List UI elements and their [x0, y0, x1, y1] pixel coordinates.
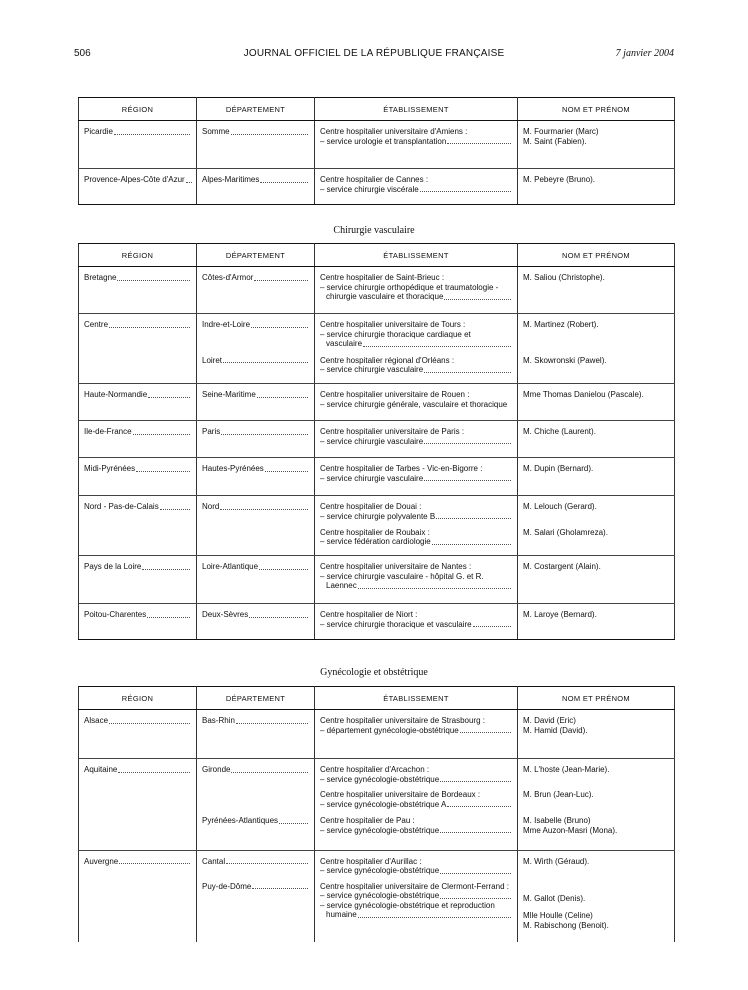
table-row	[79, 169, 675, 205]
nom-cell: M. Wirth (Géraud).	[518, 850, 675, 880]
nom-cell: M. Fourmarier (Marc) M. Saint (Fabien).	[518, 121, 675, 169]
departement-cell: Loiret	[202, 355, 223, 365]
region-cell: Midi-Pyrénées	[84, 464, 136, 473]
col-header-region: RÉGION	[79, 687, 197, 710]
departement-cell: Côtes-d'Armor	[202, 273, 254, 282]
etablissement-cell: Centre hospitalier de Saint-Brieuc : – service chirurgie orthopédique et traumatologie - chirurgie vasculaire et thoracique	[315, 267, 518, 314]
nom-cell: M. Brun (Jean-Luc).	[518, 788, 675, 814]
table-urology	[78, 97, 675, 205]
table-row	[79, 267, 675, 314]
table-row	[79, 458, 675, 496]
region-cell: Bretagne	[84, 273, 117, 282]
table-row	[79, 759, 675, 789]
nom-cell: M. Lelouch (Gerard).	[518, 496, 675, 526]
departement-cell: Seine-Maritime	[202, 390, 256, 399]
table-header-row	[79, 98, 675, 121]
nom-cell: M. Laroye (Bernard).	[518, 604, 675, 640]
page-number: 506	[74, 48, 91, 59]
col-header-nom: NOM ET PRÉNOM	[518, 244, 675, 267]
col-header-departement: DÉPARTEMENT	[197, 98, 315, 121]
etablissement-cell: Centre hospitalier régional d'Orléans : – service chirurgie vasculaire	[315, 354, 518, 384]
table-row	[79, 526, 675, 556]
col-header-etablissement: ÉTABLISSEMENT	[315, 98, 518, 121]
etablissement-cell: Centre hospitalier universitaire de Paris : – service chirurgie vasculaire	[315, 421, 518, 458]
col-header-departement: DÉPARTEMENT	[197, 687, 315, 710]
etablissement-cell: Centre hospitalier de Tarbes - Vic-en-Bigorre : – service chirurgie vasculaire	[315, 458, 518, 496]
departement-cell: Cantal	[202, 856, 226, 866]
publication-date: 7 janvier 2004	[615, 48, 674, 59]
departement-cell: Indre-et-Loire	[202, 320, 251, 329]
region-cell: Pays de la Loire	[84, 562, 142, 571]
col-header-etablissement: ÉTABLISSEMENT	[315, 244, 518, 267]
table-row	[79, 314, 675, 354]
table-header-row	[79, 244, 675, 267]
departement-cell: Hautes-Pyrénées	[202, 464, 264, 473]
table-row	[79, 880, 675, 942]
etablissement-cell: Centre hospitalier de Pau : – service gynécologie-obstétrique	[315, 814, 518, 850]
etablissement-cell: Centre hospitalier de Niort : – service chirurgie thoracique et vasculaire	[315, 604, 518, 640]
region-cell: Auvergne	[84, 856, 119, 866]
nom-cell: M. Chiche (Laurent).	[518, 421, 675, 458]
departement-cell: Bas-Rhin	[202, 716, 235, 725]
region-cell: Provence-Alpes-Côte d'Azur	[84, 175, 185, 184]
region-cell: Centre	[84, 320, 109, 329]
table-row	[79, 710, 675, 759]
nom-cell: M. Martinez (Robert).	[518, 314, 675, 354]
table-row	[79, 121, 675, 169]
departement-cell: Pyrénées-Atlantiques	[202, 816, 279, 825]
departement-cell: Deux-Sèvres	[202, 610, 249, 619]
table-row	[79, 788, 675, 814]
etablissement-cell: Centre hospitalier universitaire d'Amiens : – service urologie et transplantation	[315, 121, 518, 169]
etablissement-cell: Centre hospitalier universitaire de Nantes : – service chirurgie vasculaire - hôpital G. et R. Laennec	[315, 556, 518, 604]
etablissement-cell: Centre hospitalier de Douai : – service chirurgie polyvalente B	[315, 496, 518, 526]
departement-cell: Puy-de-Dôme	[202, 881, 252, 891]
table-row	[79, 850, 675, 880]
col-header-region: RÉGION	[79, 244, 197, 267]
table-row	[79, 384, 675, 421]
departement-cell: Paris	[202, 427, 221, 436]
departement-cell: Loire-Atlantique	[202, 562, 259, 571]
nom-cell: M. Saliou (Christophe).	[518, 267, 675, 314]
col-header-nom: NOM ET PRÉNOM	[518, 687, 675, 710]
etablissement-cell: Centre hospitalier universitaire de Rouen : – service chirurgie générale, vasculaire et thoracique	[315, 384, 518, 421]
etablissement-cell: Centre hospitalier universitaire de Strasbourg : – département gynécologie-obstétrique	[315, 710, 518, 759]
region-cell: Poitou-Charentes	[84, 610, 147, 619]
region-cell: Ile-de-France	[84, 427, 132, 436]
etablissement-cell: Centre hospitalier de Cannes : – service chirurgie viscérale	[315, 169, 518, 205]
col-header-region: RÉGION	[79, 98, 197, 121]
region-cell: Aquitaine	[84, 765, 118, 774]
nom-cell: M. Skowronski (Pawel).	[518, 354, 675, 384]
page-header	[74, 48, 674, 62]
col-header-nom: NOM ET PRÉNOM	[518, 98, 675, 121]
nom-cell: M. L'hoste (Jean-Marie).	[518, 759, 675, 789]
table-header-row	[79, 687, 675, 710]
table-gynecologie	[78, 686, 675, 942]
table-row	[79, 814, 675, 850]
etablissement-cell: Centre hospitalier d'Arcachon : – service gynécologie-obstétrique	[315, 759, 518, 789]
nom-cell: M. Costargent (Alain).	[518, 556, 675, 604]
region-cell: Nord - Pas-de-Calais	[84, 502, 159, 511]
table-row	[79, 556, 675, 604]
table-row	[79, 421, 675, 458]
departement-cell: Nord	[202, 502, 220, 511]
table-row	[79, 496, 675, 526]
nom-cell: M. Dupin (Bernard).	[518, 458, 675, 496]
departement-cell: Alpes-Maritimes	[202, 175, 260, 184]
table-chirurgie-vasculaire	[78, 243, 675, 640]
col-header-etablissement: ÉTABLISSEMENT	[315, 687, 518, 710]
col-header-departement: DÉPARTEMENT	[197, 244, 315, 267]
nom-cell: M. Salari (Gholamreza).	[518, 526, 675, 556]
nom-cell: M. Pebeyre (Bruno).	[518, 169, 675, 205]
etablissement-cell: Centre hospitalier d'Aurillac : – service gynécologie-obstétrique	[315, 850, 518, 880]
etablissement-cell: Centre hospitalier universitaire de Bordeaux : – service gynécologie-obstétrique A	[315, 788, 518, 814]
section-title-gynecologie: Gynécologie et obstétrique	[320, 667, 428, 678]
region-cell: Alsace	[84, 716, 109, 725]
departement-cell: Somme	[202, 127, 230, 136]
etablissement-cell: Centre hospitalier de Roubaix : – service fédération cardiologie	[315, 526, 518, 556]
etablissement-cell: Centre hospitalier universitaire de Clermont-Ferrand : – service gynécologie-obstétrique – service gynécologie-obstétrique et reproduction humaine	[315, 880, 518, 942]
nom-cell: M. Gallot (Denis). Mlle Houlle (Celine) M. Rabischong (Benoit).	[518, 880, 675, 942]
region-cell: Picardie	[84, 127, 113, 136]
table-row	[79, 604, 675, 640]
nom-cell: M. Isabelle (Bruno) Mme Auzon-Masri (Mona).	[518, 814, 675, 850]
nom-cell: M. David (Eric) M. Hamid (David).	[518, 710, 675, 759]
journal-title: JOURNAL OFFICIEL DE LA RÉPUBLIQUE FRANÇAISE	[243, 48, 505, 59]
region-cell: Haute-Normandie	[84, 390, 148, 399]
etablissement-cell: Centre hospitalier universitaire de Tours : – service chirurgie thoracique cardiaque et vasculaire	[315, 314, 518, 354]
section-title-chirurgie-vasculaire: Chirurgie vasculaire	[333, 225, 415, 236]
nom-cell: Mme Thomas Danielou (Pascale).	[518, 384, 675, 421]
departement-cell: Gironde	[202, 765, 231, 774]
table-row	[79, 354, 675, 384]
